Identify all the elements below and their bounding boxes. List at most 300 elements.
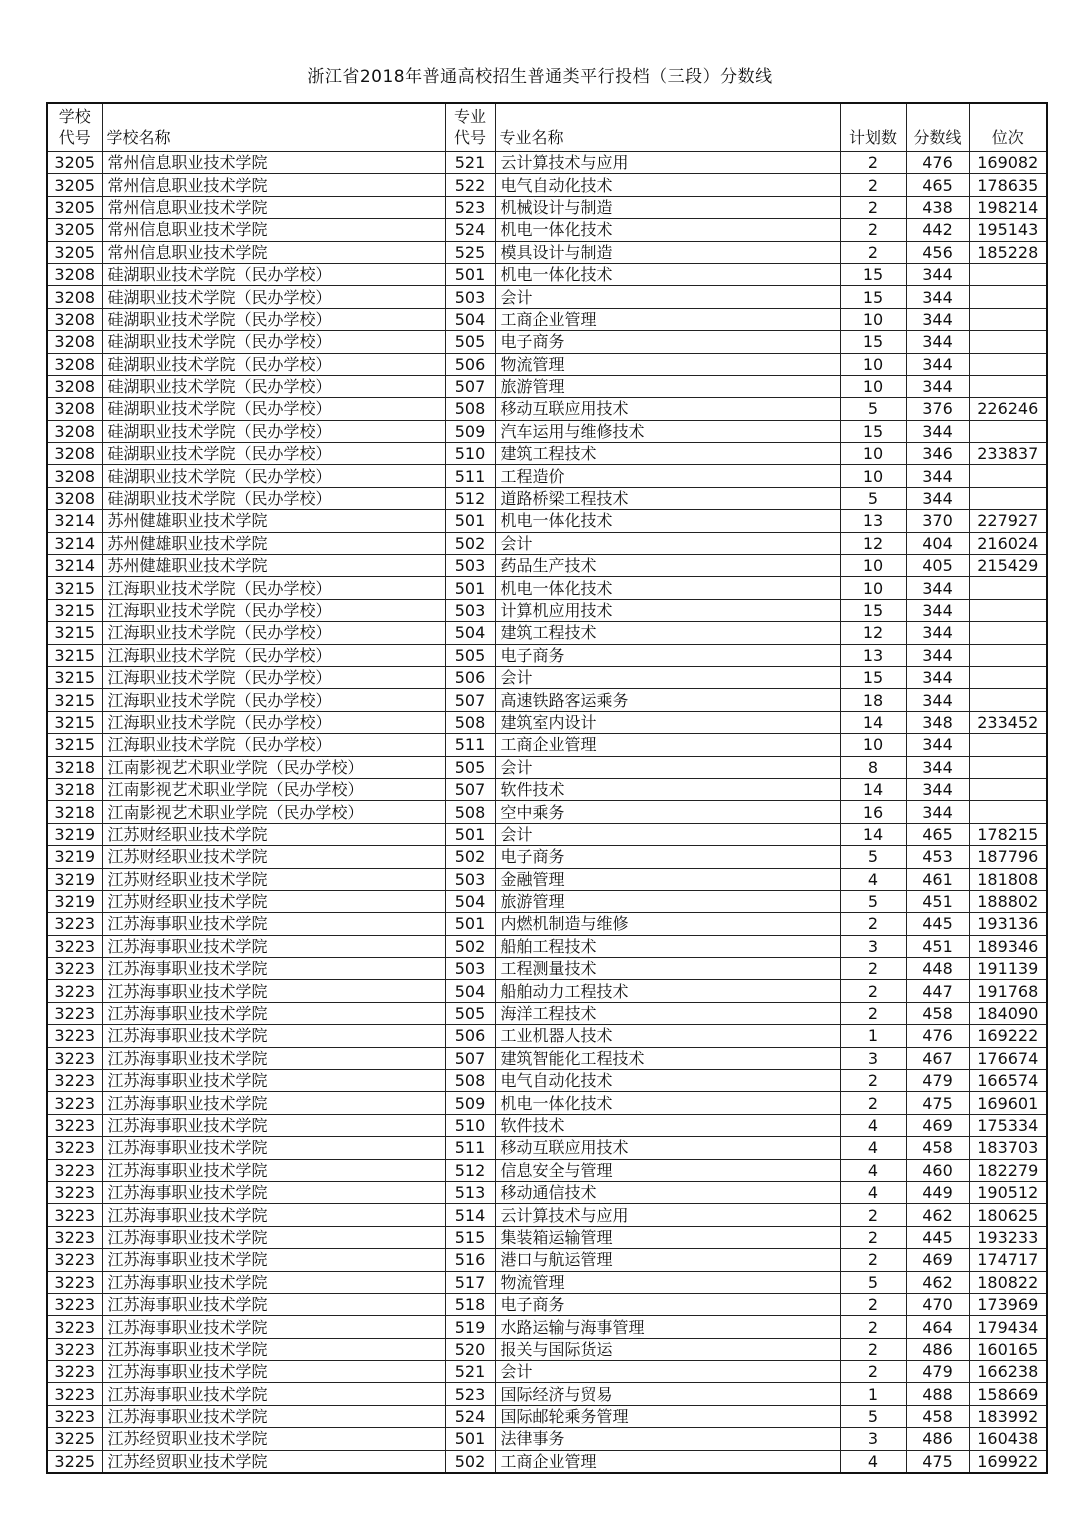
table-row — [47, 958, 1047, 980]
table-row — [47, 913, 1047, 935]
cell-plan: 5 — [840, 890, 906, 912]
cell-school-name: 江苏海事职业技术学院 — [102, 913, 445, 935]
cell-school-code: 3215 — [47, 711, 102, 733]
table-row — [47, 823, 1047, 845]
table-row — [47, 420, 1047, 442]
cell-plan: 5 — [840, 398, 906, 420]
cell-plan: 3 — [840, 935, 906, 957]
cell-rank: 181808 — [969, 868, 1047, 890]
cell-school-code: 3223 — [47, 1361, 102, 1383]
header-school-code-line1: 学校 — [58, 107, 91, 126]
cell-plan: 2 — [840, 1316, 906, 1338]
cell-school-name: 硅湖职业技术学院（民办学校） — [102, 286, 445, 308]
cell-school-code: 3208 — [47, 487, 102, 509]
cell-major-name: 海洋工程技术 — [495, 1002, 840, 1024]
cell-score: 344 — [906, 375, 969, 397]
table-row — [47, 1293, 1047, 1315]
table-row — [47, 644, 1047, 666]
cell-plan: 13 — [840, 644, 906, 666]
cell-school-code: 3214 — [47, 555, 102, 577]
cell-rank: 226246 — [969, 398, 1047, 420]
table-row — [47, 1181, 1047, 1203]
table-row — [47, 1316, 1047, 1338]
cell-school-name: 硅湖职业技术学院（民办学校） — [102, 487, 445, 509]
cell-rank: 169601 — [969, 1092, 1047, 1114]
cell-school-name: 常州信息职业技术学院 — [102, 152, 445, 174]
cell-school-name: 江苏财经职业技术学院 — [102, 890, 445, 912]
cell-score: 344 — [906, 420, 969, 442]
cell-major-name: 工程造价 — [495, 465, 840, 487]
cell-score: 479 — [906, 1070, 969, 1092]
table-row — [47, 532, 1047, 554]
cell-rank: 180625 — [969, 1204, 1047, 1226]
cell-rank — [969, 465, 1047, 487]
cell-school-name: 江苏海事职业技术学院 — [102, 935, 445, 957]
cell-rank: 195143 — [969, 219, 1047, 241]
cell-school-name: 江苏经贸职业技术学院 — [102, 1428, 445, 1450]
cell-major-code: 524 — [445, 1405, 495, 1427]
cell-major-code: 517 — [445, 1271, 495, 1293]
cell-school-name: 常州信息职业技术学院 — [102, 219, 445, 241]
cell-major-name: 机电一体化技术 — [495, 263, 840, 285]
cell-major-code: 513 — [445, 1181, 495, 1203]
cell-school-name: 江海职业技术学院（民办学校） — [102, 599, 445, 621]
cell-score: 465 — [906, 823, 969, 845]
cell-score: 469 — [906, 1249, 969, 1271]
cell-major-code: 510 — [445, 1114, 495, 1136]
cell-major-code: 503 — [445, 286, 495, 308]
cell-score: 344 — [906, 622, 969, 644]
cell-score: 344 — [906, 487, 969, 509]
cell-school-code: 3205 — [47, 196, 102, 218]
table-row — [47, 577, 1047, 599]
cell-score: 344 — [906, 263, 969, 285]
cell-rank: 174717 — [969, 1249, 1047, 1271]
cell-major-code: 504 — [445, 980, 495, 1002]
table-row — [47, 1137, 1047, 1159]
table-row — [47, 1226, 1047, 1248]
cell-score: 344 — [906, 644, 969, 666]
cell-school-code: 3218 — [47, 756, 102, 778]
cell-school-name: 苏州健雄职业技术学院 — [102, 510, 445, 532]
cell-school-name: 江苏海事职业技术学院 — [102, 1047, 445, 1069]
cell-score: 448 — [906, 958, 969, 980]
header-rank: 位次 — [969, 103, 1047, 152]
cell-score: 458 — [906, 1137, 969, 1159]
cell-major-code: 501 — [445, 577, 495, 599]
cell-school-code: 3205 — [47, 241, 102, 263]
cell-school-name: 江苏海事职业技术学院 — [102, 980, 445, 1002]
cell-score: 476 — [906, 152, 969, 174]
cell-school-code: 3223 — [47, 1383, 102, 1405]
cell-plan: 18 — [840, 689, 906, 711]
table-body — [47, 152, 1047, 1474]
cell-school-code: 3205 — [47, 152, 102, 174]
cell-major-name: 会计 — [495, 756, 840, 778]
cell-score: 465 — [906, 174, 969, 196]
cell-major-code: 504 — [445, 308, 495, 330]
cell-major-code: 502 — [445, 935, 495, 957]
cell-major-code: 509 — [445, 420, 495, 442]
table-row — [47, 398, 1047, 420]
cell-school-name: 江苏海事职业技术学院 — [102, 1181, 445, 1203]
cell-major-code: 505 — [445, 756, 495, 778]
cell-school-code: 3208 — [47, 420, 102, 442]
cell-major-name: 会计 — [495, 1361, 840, 1383]
cell-major-code: 514 — [445, 1204, 495, 1226]
table-row — [47, 1114, 1047, 1136]
cell-score: 447 — [906, 980, 969, 1002]
table-row — [47, 1249, 1047, 1271]
table-row — [47, 510, 1047, 532]
cell-school-code: 3223 — [47, 1249, 102, 1271]
cell-plan: 14 — [840, 823, 906, 845]
cell-plan: 2 — [840, 219, 906, 241]
cell-score: 458 — [906, 1405, 969, 1427]
cell-plan: 5 — [840, 487, 906, 509]
cell-school-code: 3208 — [47, 263, 102, 285]
cell-major-name: 移动互联应用技术 — [495, 398, 840, 420]
cell-major-name: 电子商务 — [495, 1293, 840, 1315]
cell-major-code: 525 — [445, 241, 495, 263]
cell-major-name: 药品生产技术 — [495, 555, 840, 577]
cell-rank: 175334 — [969, 1114, 1047, 1136]
cell-major-name: 电子商务 — [495, 331, 840, 353]
cell-school-code: 3223 — [47, 1025, 102, 1047]
cell-school-name: 江苏海事职业技术学院 — [102, 1226, 445, 1248]
cell-score: 344 — [906, 756, 969, 778]
cell-school-name: 江苏海事职业技术学院 — [102, 1114, 445, 1136]
cell-major-name: 建筑智能化工程技术 — [495, 1047, 840, 1069]
cell-plan: 12 — [840, 622, 906, 644]
cell-rank: 169922 — [969, 1450, 1047, 1473]
cell-score: 344 — [906, 286, 969, 308]
header-score: 分数线 — [906, 103, 969, 152]
table-row — [47, 219, 1047, 241]
cell-score: 462 — [906, 1271, 969, 1293]
cell-score: 442 — [906, 219, 969, 241]
cell-plan: 2 — [840, 1293, 906, 1315]
table-row — [47, 711, 1047, 733]
table-row — [47, 778, 1047, 800]
cell-school-name: 苏州健雄职业技术学院 — [102, 555, 445, 577]
cell-rank — [969, 420, 1047, 442]
cell-rank: 184090 — [969, 1002, 1047, 1024]
cell-major-code: 502 — [445, 532, 495, 554]
cell-major-name: 机电一体化技术 — [495, 577, 840, 599]
cell-major-code: 504 — [445, 890, 495, 912]
cell-major-name: 机电一体化技术 — [495, 510, 840, 532]
cell-school-name: 硅湖职业技术学院（民办学校） — [102, 420, 445, 442]
cell-major-code: 510 — [445, 443, 495, 465]
cell-major-name: 工商企业管理 — [495, 1450, 840, 1473]
cell-school-code: 3208 — [47, 331, 102, 353]
cell-school-code: 3223 — [47, 1405, 102, 1427]
table-row — [47, 1405, 1047, 1427]
cell-plan: 3 — [840, 1047, 906, 1069]
cell-major-name: 机电一体化技术 — [495, 1092, 840, 1114]
cell-rank: 233837 — [969, 443, 1047, 465]
cell-rank: 215429 — [969, 555, 1047, 577]
table-row — [47, 1428, 1047, 1450]
cell-rank — [969, 353, 1047, 375]
cell-rank: 179434 — [969, 1316, 1047, 1338]
cell-score: 445 — [906, 1226, 969, 1248]
cell-major-name: 空中乘务 — [495, 801, 840, 823]
page-title: 浙江省2018年普通高校招生普通类平行投档（三段）分数线 — [307, 67, 773, 87]
cell-plan: 10 — [840, 308, 906, 330]
cell-plan: 2 — [840, 958, 906, 980]
cell-major-name: 港口与航运管理 — [495, 1249, 840, 1271]
cell-school-code: 3218 — [47, 801, 102, 823]
cell-major-code: 508 — [445, 398, 495, 420]
cell-major-code: 501 — [445, 263, 495, 285]
cell-plan: 15 — [840, 263, 906, 285]
cell-school-name: 江苏海事职业技术学院 — [102, 1092, 445, 1114]
cell-score: 344 — [906, 599, 969, 621]
cell-school-code: 3215 — [47, 622, 102, 644]
cell-major-code: 507 — [445, 375, 495, 397]
cell-school-code: 3208 — [47, 465, 102, 487]
cell-plan: 2 — [840, 980, 906, 1002]
cell-major-code: 502 — [445, 1450, 495, 1473]
cell-school-name: 江苏海事职业技术学院 — [102, 1002, 445, 1024]
cell-school-code: 3215 — [47, 644, 102, 666]
cell-school-name: 江海职业技术学院（民办学校） — [102, 734, 445, 756]
cell-plan: 15 — [840, 420, 906, 442]
cell-score: 486 — [906, 1338, 969, 1360]
cell-major-code: 503 — [445, 555, 495, 577]
cell-rank: 193136 — [969, 913, 1047, 935]
table-row — [47, 443, 1047, 465]
cell-rank — [969, 599, 1047, 621]
cell-major-code: 518 — [445, 1293, 495, 1315]
cell-major-code: 516 — [445, 1249, 495, 1271]
header-major-code-line1: 专业 — [453, 107, 486, 126]
cell-rank — [969, 487, 1047, 509]
cell-major-name: 道路桥梁工程技术 — [495, 487, 840, 509]
cell-major-name: 信息安全与管理 — [495, 1159, 840, 1181]
cell-major-name: 会计 — [495, 286, 840, 308]
table-row — [47, 1025, 1047, 1047]
cell-plan: 5 — [840, 846, 906, 868]
cell-score: 475 — [906, 1450, 969, 1473]
cell-major-code: 501 — [445, 510, 495, 532]
cell-score: 344 — [906, 308, 969, 330]
cell-major-name: 旅游管理 — [495, 375, 840, 397]
table-row — [47, 286, 1047, 308]
cell-plan: 10 — [840, 375, 906, 397]
cell-school-name: 江苏海事职业技术学院 — [102, 958, 445, 980]
cell-rank: 188802 — [969, 890, 1047, 912]
header-school-code — [47, 103, 102, 152]
cell-school-name: 常州信息职业技术学院 — [102, 174, 445, 196]
cell-plan: 2 — [840, 241, 906, 263]
cell-rank: 166238 — [969, 1361, 1047, 1383]
cell-school-name: 江苏财经职业技术学院 — [102, 846, 445, 868]
cell-major-name: 软件技术 — [495, 1114, 840, 1136]
table-row — [47, 152, 1047, 174]
cell-school-name: 江苏海事职业技术学院 — [102, 1204, 445, 1226]
cell-rank — [969, 308, 1047, 330]
cell-plan: 10 — [840, 577, 906, 599]
cell-school-name: 硅湖职业技术学院（民办学校） — [102, 465, 445, 487]
cell-major-code: 502 — [445, 846, 495, 868]
cell-rank — [969, 286, 1047, 308]
table-row — [47, 263, 1047, 285]
cell-school-code: 3223 — [47, 1047, 102, 1069]
cell-school-code: 3219 — [47, 823, 102, 845]
cell-major-code: 506 — [445, 1025, 495, 1047]
cell-major-code: 505 — [445, 1002, 495, 1024]
cell-major-code: 522 — [445, 174, 495, 196]
cell-major-code: 508 — [445, 1070, 495, 1092]
cell-score: 344 — [906, 331, 969, 353]
cell-score: 475 — [906, 1092, 969, 1114]
table-row — [47, 801, 1047, 823]
cell-school-name: 硅湖职业技术学院（民办学校） — [102, 308, 445, 330]
cell-school-name: 江苏海事职业技术学院 — [102, 1249, 445, 1271]
cell-rank — [969, 756, 1047, 778]
cell-major-name: 软件技术 — [495, 778, 840, 800]
cell-plan: 10 — [840, 353, 906, 375]
header-major-name: 专业名称 — [495, 103, 840, 152]
cell-major-name: 工商企业管理 — [495, 734, 840, 756]
cell-school-name: 江苏经贸职业技术学院 — [102, 1450, 445, 1473]
cell-school-code: 3223 — [47, 1226, 102, 1248]
cell-major-code: 512 — [445, 1159, 495, 1181]
cell-school-name: 硅湖职业技术学院（民办学校） — [102, 331, 445, 353]
cell-plan: 2 — [840, 1338, 906, 1360]
cell-plan: 2 — [840, 1249, 906, 1271]
cell-school-name: 江苏海事职业技术学院 — [102, 1070, 445, 1092]
cell-major-name: 船舶动力工程技术 — [495, 980, 840, 1002]
cell-plan: 3 — [840, 1428, 906, 1450]
cell-school-name: 江海职业技术学院（民办学校） — [102, 689, 445, 711]
cell-plan: 5 — [840, 1271, 906, 1293]
cell-plan: 2 — [840, 1226, 906, 1248]
cell-major-name: 工程测量技术 — [495, 958, 840, 980]
cell-rank: 169082 — [969, 152, 1047, 174]
table-row — [47, 1047, 1047, 1069]
table-row — [47, 1092, 1047, 1114]
cell-rank — [969, 263, 1047, 285]
cell-school-name: 江海职业技术学院（民办学校） — [102, 666, 445, 688]
cell-rank: 169222 — [969, 1025, 1047, 1047]
cell-major-code: 501 — [445, 823, 495, 845]
table-row — [47, 756, 1047, 778]
cell-school-code: 3223 — [47, 1159, 102, 1181]
cell-school-code: 3223 — [47, 1338, 102, 1360]
cell-plan: 14 — [840, 711, 906, 733]
cell-score: 344 — [906, 465, 969, 487]
cell-school-code: 3208 — [47, 443, 102, 465]
cell-major-code: 523 — [445, 196, 495, 218]
cell-major-code: 508 — [445, 711, 495, 733]
cell-plan: 2 — [840, 1361, 906, 1383]
cell-school-name: 江苏海事职业技术学院 — [102, 1338, 445, 1360]
table-row — [47, 734, 1047, 756]
cell-major-name: 建筑工程技术 — [495, 443, 840, 465]
cell-school-code: 3214 — [47, 510, 102, 532]
cell-plan: 15 — [840, 599, 906, 621]
cell-major-code: 523 — [445, 1383, 495, 1405]
cell-rank: 166574 — [969, 1070, 1047, 1092]
cell-major-name: 物流管理 — [495, 353, 840, 375]
cell-major-code: 515 — [445, 1226, 495, 1248]
cell-school-name: 江海职业技术学院（民办学校） — [102, 644, 445, 666]
cell-rank: 160165 — [969, 1338, 1047, 1360]
cell-school-code: 3215 — [47, 577, 102, 599]
cell-major-code: 505 — [445, 644, 495, 666]
cell-school-name: 硅湖职业技术学院（民办学校） — [102, 263, 445, 285]
cell-plan: 10 — [840, 555, 906, 577]
table-row — [47, 241, 1047, 263]
cell-school-code: 3223 — [47, 1271, 102, 1293]
cell-score: 453 — [906, 846, 969, 868]
table-row — [47, 935, 1047, 957]
header-row — [47, 103, 1047, 152]
cell-school-code: 3223 — [47, 935, 102, 957]
cell-school-name: 江南影视艺术职业学院（民办学校） — [102, 778, 445, 800]
cell-score: 479 — [906, 1361, 969, 1383]
cell-major-name: 电子商务 — [495, 846, 840, 868]
cell-score: 460 — [906, 1159, 969, 1181]
cell-plan: 15 — [840, 331, 906, 353]
cell-major-code: 504 — [445, 622, 495, 644]
header-school-code-line2: 代号 — [58, 128, 91, 147]
cell-plan: 4 — [840, 1159, 906, 1181]
cell-school-name: 硅湖职业技术学院（民办学校） — [102, 443, 445, 465]
cell-major-name: 移动通信技术 — [495, 1181, 840, 1203]
table-row — [47, 1271, 1047, 1293]
cell-school-code: 3223 — [47, 980, 102, 1002]
cell-score: 462 — [906, 1204, 969, 1226]
header-major-code-line2: 代号 — [453, 128, 486, 147]
cell-score: 467 — [906, 1047, 969, 1069]
cell-rank — [969, 801, 1047, 823]
cell-school-code: 3223 — [47, 1293, 102, 1315]
cell-major-code: 508 — [445, 801, 495, 823]
header-major-code — [445, 103, 495, 152]
cell-plan: 10 — [840, 465, 906, 487]
table-row — [47, 465, 1047, 487]
cell-plan: 2 — [840, 1070, 906, 1092]
cell-major-code: 521 — [445, 1361, 495, 1383]
cell-score: 451 — [906, 935, 969, 957]
cell-major-name: 电气自动化技术 — [495, 174, 840, 196]
cell-school-name: 江南影视艺术职业学院（民办学校） — [102, 801, 445, 823]
cell-school-code: 3223 — [47, 1316, 102, 1338]
cell-rank: 158669 — [969, 1383, 1047, 1405]
table-row — [47, 308, 1047, 330]
cell-school-name: 苏州健雄职业技术学院 — [102, 532, 445, 554]
cell-plan: 2 — [840, 152, 906, 174]
table-row — [47, 1070, 1047, 1092]
cell-school-name: 江海职业技术学院（民办学校） — [102, 577, 445, 599]
cell-school-code: 3223 — [47, 1070, 102, 1092]
cell-rank: 180822 — [969, 1271, 1047, 1293]
cell-school-name: 江苏海事职业技术学院 — [102, 1361, 445, 1383]
cell-school-name: 常州信息职业技术学院 — [102, 241, 445, 263]
cell-major-name: 机电一体化技术 — [495, 219, 840, 241]
cell-major-name: 国际经济与贸易 — [495, 1383, 840, 1405]
cell-plan: 10 — [840, 443, 906, 465]
cell-major-name: 电气自动化技术 — [495, 1070, 840, 1092]
cell-major-name: 船舶工程技术 — [495, 935, 840, 957]
cell-score: 476 — [906, 1025, 969, 1047]
cell-major-code: 507 — [445, 778, 495, 800]
